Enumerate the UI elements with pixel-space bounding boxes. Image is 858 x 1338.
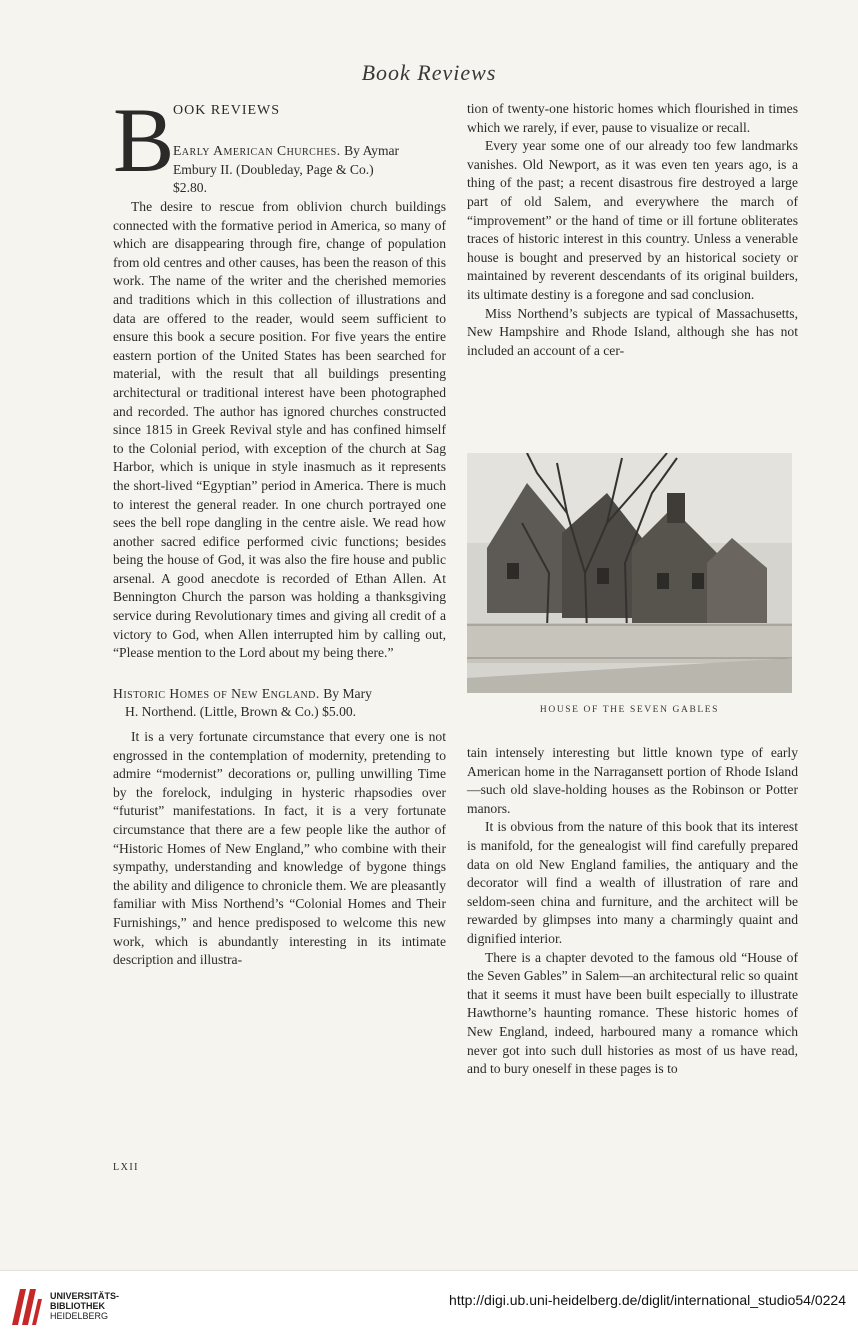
library-logo-icon bbox=[8, 1285, 44, 1329]
logo-line-1: UNIVERSITÄTS- bbox=[50, 1291, 120, 1301]
house-photo-illustration bbox=[467, 453, 792, 693]
right-paragraph-4: tain intensely interesting but little known type of early American home in the Narragansett portion of Rhode Island—such old slave-holding houses as the Robinson or Potter manors. bbox=[467, 745, 798, 816]
logo-line-3: HEIDELBERG bbox=[50, 1311, 109, 1321]
right-paragraph-5: It is obvious from the nature of this book that its interest is manifold, for the genealogist will find carefully prepared data on old New England families, the antiquary and the decorator will find a wealth of illustration of rare and seldom-seen china and furniture, and the architect will be rewarded by glimpses into many a charmingly quaint and dignified interior. bbox=[467, 819, 798, 946]
review1-price: $2.80. bbox=[173, 180, 207, 196]
right-paragraph-1: tion of twenty-one historic homes which flourished in times which we rarely, if ever, pause to visualize or recall. bbox=[467, 101, 798, 135]
footer-bar bbox=[0, 1270, 858, 1338]
right-paragraph-2: Every year some one of our already too few landmarks vanishes. Old Newport, as it was even ten years ago, is a thing of the past; a recent disastrous fire destroyed a large part of old Salem, and everywhere the march of “improvement” or the hand of time or ill fortune obliterates traces of historic interest in this country. Unless a venerable house is bought and preserved by an historical society or maintained by reverent descendants of its original builders, its ultimate destiny is a foregone and sad conclusion. bbox=[467, 138, 798, 302]
right-column-lower bbox=[467, 744, 798, 1079]
review2-body: It is a very fortunate circumstance that every one is not engrossed in the contemplation of modernity, pretending to admire “modernist” decorations or, pulling unwilling Time by the forelock, indulging in hysteric rhapsodies over “futurist” manifestations. In fact, it is a very fortunate circumstance that there are a few people like the author of “Historic Homes of New England,” who combine with their sympathy, understanding and knowledge of bygone things the ability and diligence to chronicle them. We are pleasantly familiar with Miss Northend’s “Colonial Homes and Their Furnishings,” and hence predisposed to welcome this new work, which is abundantly interesting in its intimate description and illustra- bbox=[113, 729, 446, 968]
running-title: Book Reviews bbox=[361, 60, 497, 85]
review1-author: By Aymar bbox=[344, 143, 400, 158]
drop-cap: B bbox=[113, 89, 175, 191]
right-column bbox=[467, 100, 798, 360]
left-column bbox=[113, 89, 446, 970]
review2-author: By Mary bbox=[323, 685, 372, 701]
review2-title: Historic Homes of New England. bbox=[113, 685, 320, 701]
review1-title: Early American Churches. bbox=[173, 143, 341, 158]
review1-publisher: Embury II. (Doubleday, Page & Co.) bbox=[173, 161, 374, 177]
review2-heading bbox=[113, 685, 446, 722]
section-title: OOK REVIEWS bbox=[173, 103, 281, 118]
right-paragraph-6: There is a chapter devoted to the famous old “House of the Seven Gables” in Salem—an architectural relic so quaint that it seems it must have been built especially to illustrate Hawthorne’s haunting romance. These historic homes of New England, indeed, harboured many a romance which never got into such dull histories as most of us have read, and to bury oneself in these pages is to bbox=[467, 949, 798, 1077]
review1-body: The desire to rescue from oblivion church buildings connected with the formative period in America, so many of which are disappearing through fire, change of population from old centres and other causes, has been the reason of this work. The name of the writer and the cherished memories and traditions which in this collection of illustrations and data are offered to the reader, would seem sufficient to ensure this book a secure position. For five years the entire eastern portion of the United States has been searched for material, with the result that all buildings presenting architectural or traditional interest have been photographed and recorded. The author has ignored churches constructed since 1815 in Greek Revival style and has confined himself to the Colonial period, with exception of the church at Sag Harbor, which is unique in style inasmuch as it represents the short-lived “Egyptian” period in America. There is much to interest the general reader. In one church portrayed one sees the bell rope dangling in the centre aisle. We read how another sacred edifice performed civic functions; besides being the house of God, it was also the fire house and public arsenal. A good anecdote is recorded of Ethan Allen. At Bennington Church the parson was holding a thanksgiving service during Revolutionary times and giving all credit of a victory to God, when Allen interrupted him by calling out, “Please mention to the Lord about my being there.” bbox=[113, 199, 446, 661]
review2-publisher: H. Northend. (Little, Brown & Co.) $5.00. bbox=[125, 704, 357, 720]
logo-line-2: BIBLIOTHEK bbox=[50, 1301, 105, 1311]
right-paragraph-3: Miss Northend’s subjects are typical of Massachusetts, New Hampshire and Rhode Island, although she has not included an account of a cer- bbox=[467, 305, 798, 358]
source-url-link[interactable]: http://digi.ub.uni-heidelberg.de/diglit/international_studio54/0224 bbox=[449, 1292, 846, 1308]
section-heading bbox=[113, 89, 446, 198]
page-number: LXII bbox=[113, 1162, 139, 1173]
house-photo bbox=[467, 453, 792, 693]
library-logo-text bbox=[50, 1291, 119, 1321]
review1-heading bbox=[173, 142, 399, 198]
figure-caption: HOUSE OF THE SEVEN GABLES bbox=[539, 705, 720, 715]
